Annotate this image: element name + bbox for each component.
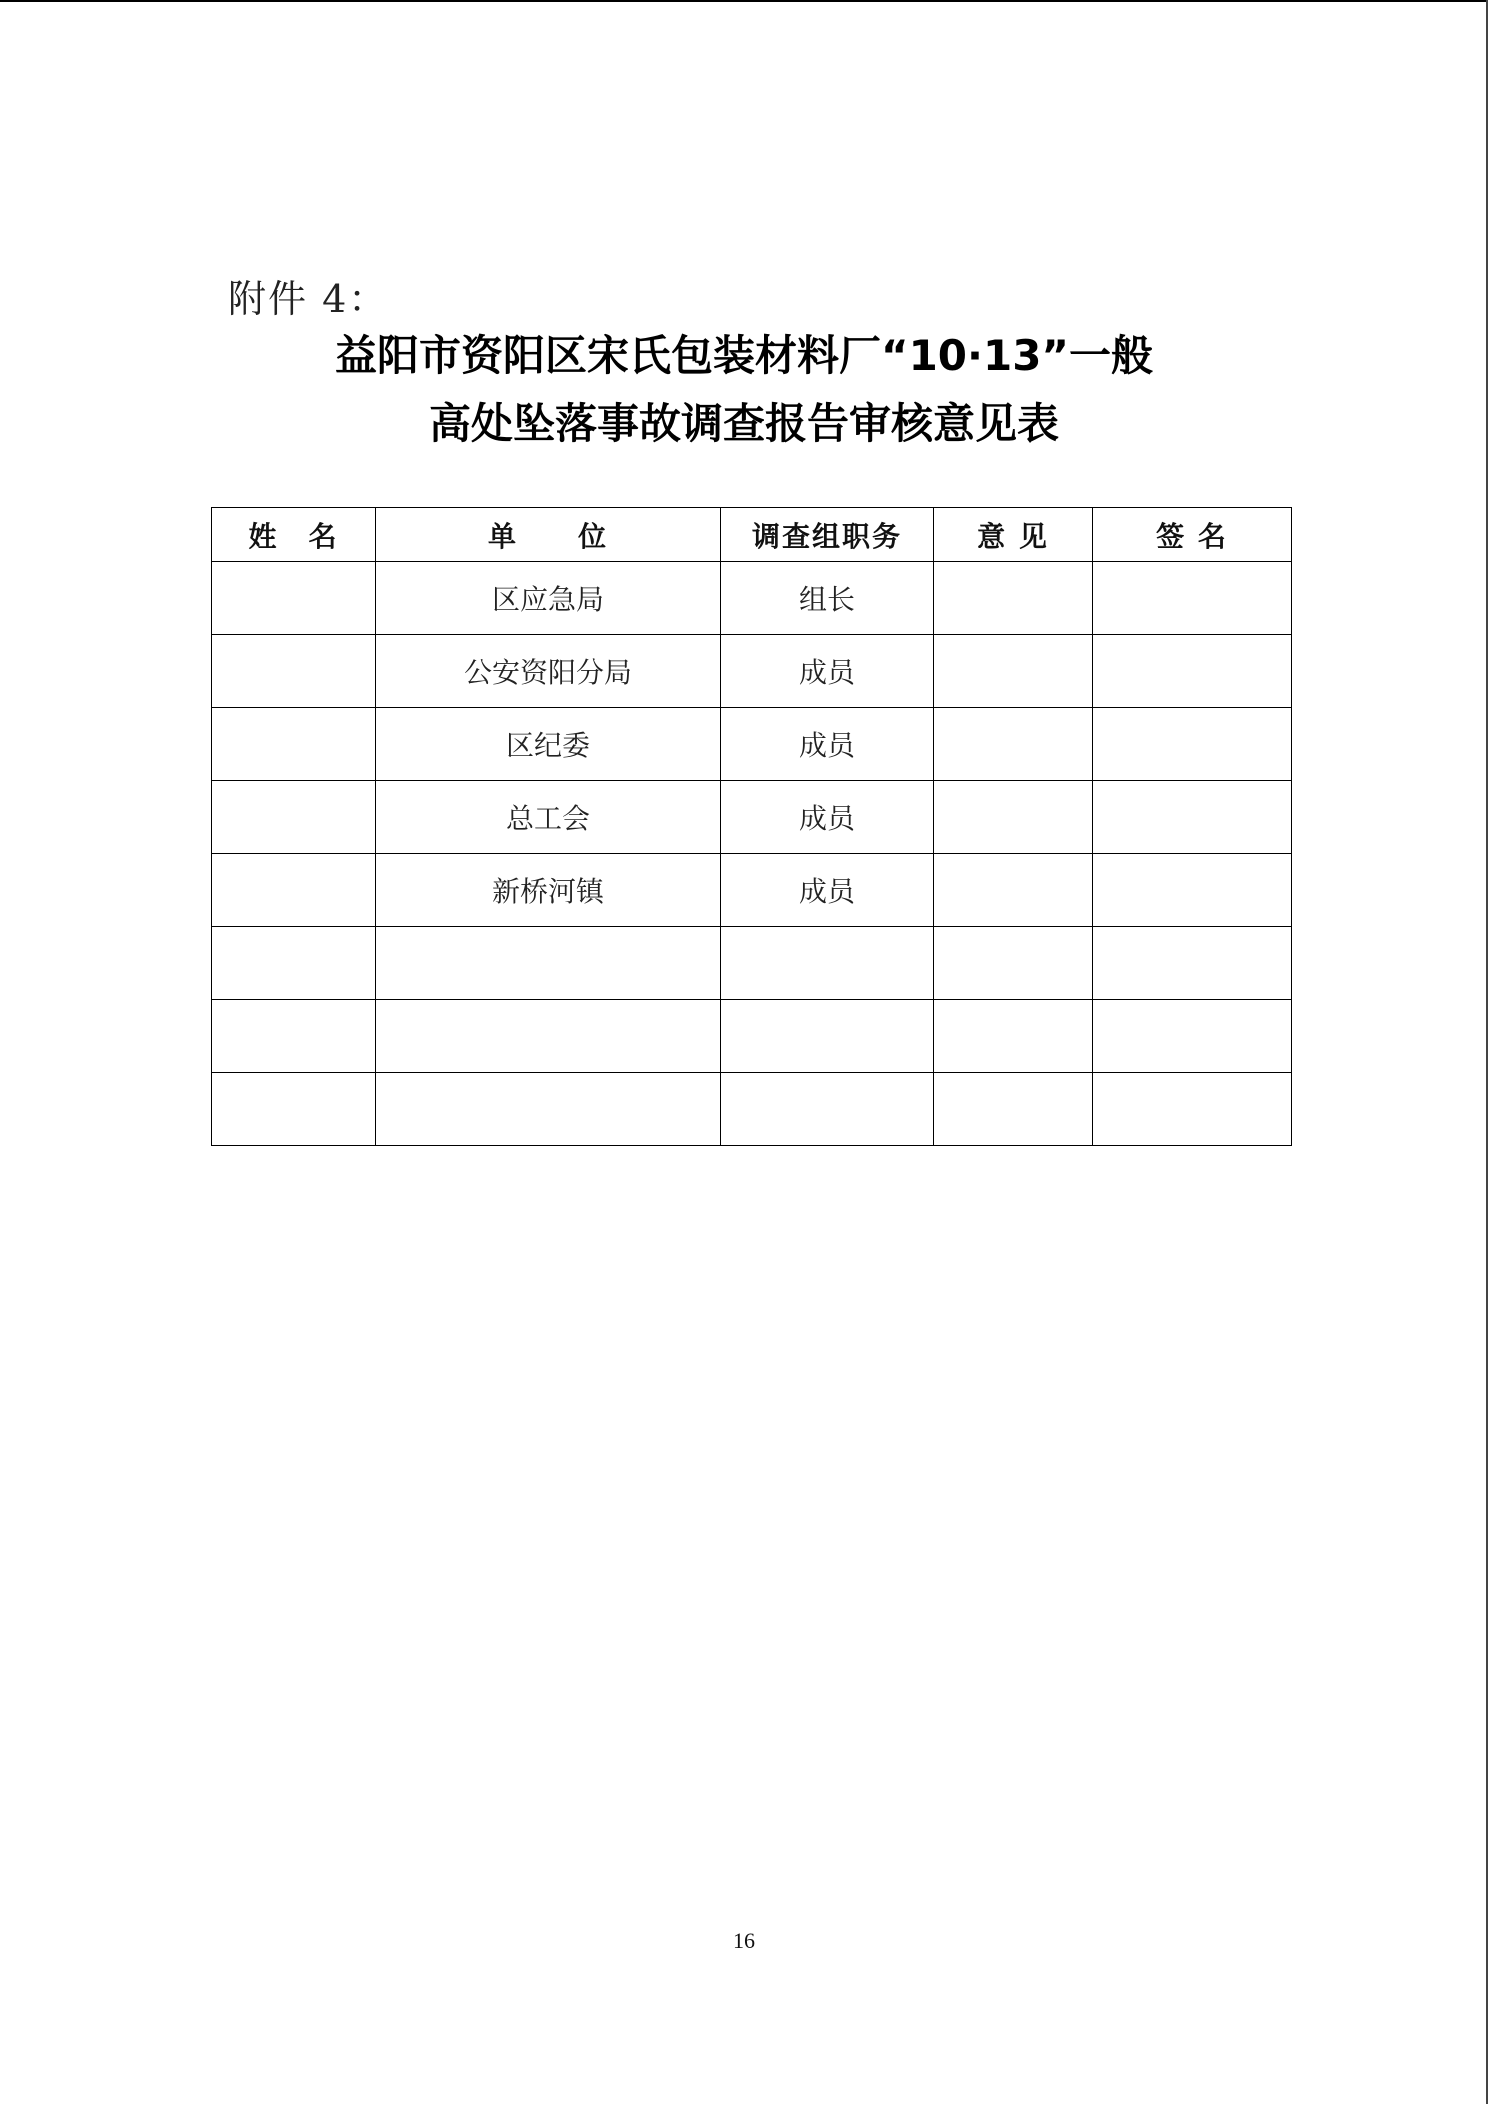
unit-cell: 区应急局 <box>376 562 721 635</box>
unit-cell <box>376 1000 721 1073</box>
role-cell: 成员 <box>721 854 934 927</box>
name-cell <box>212 708 376 781</box>
signature-cell <box>1093 781 1292 854</box>
table-header-row <box>212 508 1292 562</box>
opinion-cell <box>934 635 1093 708</box>
opinion-cell <box>934 854 1093 927</box>
role-cell <box>721 927 934 1000</box>
column-header-name: 姓 名 <box>212 508 376 562</box>
document-title <box>0 322 1488 458</box>
table-row <box>212 927 1292 1000</box>
signature-cell <box>1093 635 1292 708</box>
column-header-role: 调查组职务 <box>721 508 934 562</box>
name-cell <box>212 1073 376 1146</box>
document-title-line-2: 高处坠落事故调查报告审核意见表 <box>428 399 1059 448</box>
role-cell <box>721 1073 934 1146</box>
page-top-border <box>0 0 1488 2</box>
column-header-signature: 签 名 <box>1093 508 1292 562</box>
unit-cell: 区纪委 <box>376 708 721 781</box>
name-cell <box>212 927 376 1000</box>
table-row <box>212 1073 1292 1146</box>
signature-cell <box>1093 854 1292 927</box>
signature-cell <box>1093 927 1292 1000</box>
name-cell <box>212 781 376 854</box>
role-cell <box>721 1000 934 1073</box>
opinion-cell <box>934 562 1093 635</box>
role-cell: 组长 <box>721 562 934 635</box>
opinion-cell <box>934 927 1093 1000</box>
name-cell <box>212 1000 376 1073</box>
column-header-unit: 单 位 <box>376 508 721 562</box>
table-row <box>212 708 1292 781</box>
unit-cell <box>376 1073 721 1146</box>
name-cell <box>212 854 376 927</box>
table-row <box>212 854 1292 927</box>
role-cell: 成员 <box>721 635 934 708</box>
name-cell <box>212 635 376 708</box>
attachment-label: 附件 4： <box>228 277 389 321</box>
signature-cell <box>1093 1073 1292 1146</box>
role-cell: 成员 <box>721 781 934 854</box>
review-opinion-table <box>211 507 1292 1146</box>
table-row <box>212 781 1292 854</box>
table-row <box>212 635 1292 708</box>
unit-cell: 新桥河镇 <box>376 854 721 927</box>
role-cell: 成员 <box>721 708 934 781</box>
unit-cell: 总工会 <box>376 781 721 854</box>
table-row <box>212 562 1292 635</box>
column-header-opinion: 意 见 <box>934 508 1093 562</box>
unit-cell: 公安资阳分局 <box>376 635 721 708</box>
unit-cell <box>376 927 721 1000</box>
opinion-cell <box>934 1073 1093 1146</box>
opinion-cell <box>934 1000 1093 1073</box>
opinion-cell <box>934 781 1093 854</box>
document-title-line-1: 益阳市资阳区宋氏包装材料厂“10·13”一般 <box>334 331 1154 380</box>
table-row <box>212 1000 1292 1073</box>
signature-cell <box>1093 562 1292 635</box>
opinion-cell <box>934 708 1093 781</box>
name-cell <box>212 562 376 635</box>
signature-cell <box>1093 708 1292 781</box>
signature-cell <box>1093 1000 1292 1073</box>
page-number: 16 <box>733 1928 755 1953</box>
